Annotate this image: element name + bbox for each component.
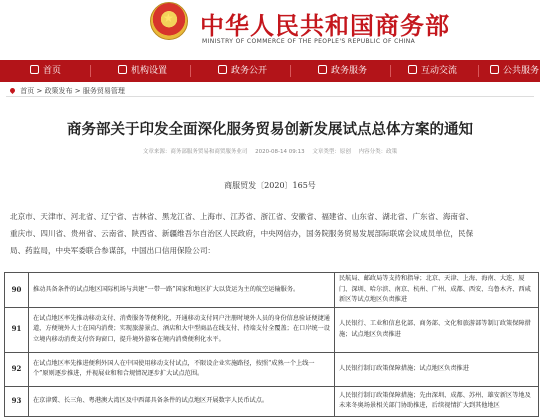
nav-item-label: 机构设置 bbox=[131, 66, 168, 76]
article-date: 2020-08-14 09:13 bbox=[255, 149, 305, 155]
site-title[interactable]: 中华人民共和国商务部 bbox=[200, 11, 450, 40]
nav-item-public-services[interactable] bbox=[490, 60, 539, 82]
article-type: 文章类型：原创 bbox=[312, 149, 351, 155]
nav-divider bbox=[190, 65, 191, 77]
owner-cell: 人民银行制订政策保障措施；先由深圳、成都、苏州、雄安新区等地及未来冬奥场景相关部门协助推进，后续视情扩大到其他地区 bbox=[335, 386, 539, 416]
nav-item-label: 公共服务 bbox=[503, 66, 540, 76]
main-nav bbox=[0, 60, 540, 82]
article-category: 内容分类：政策 bbox=[358, 149, 398, 155]
measure-cell: 推动具备条件的试点地区国际机场与共建“一带一路”国家和地区扩大以货运为主的航空运输服务。 bbox=[29, 273, 335, 308]
site-subtitle: MINISTRY OF COMMERCE OF THE PEOPLE'S REPUBLIC OF CHINA bbox=[202, 38, 416, 45]
document-icon bbox=[218, 65, 227, 74]
table-row bbox=[5, 273, 539, 308]
table-row bbox=[5, 386, 539, 416]
breadcrumb bbox=[10, 86, 125, 96]
article-title: 商务部关于印发全面深化服务贸易创新发展试点总体方案的通知 bbox=[67, 121, 473, 138]
nav-item-label: 政务服务 bbox=[331, 66, 368, 76]
nav-divider bbox=[290, 65, 291, 77]
star-icon: ★ bbox=[163, 11, 174, 25]
recipient-line: 重庆市、四川省、贵州省、云南省、陕西省、新疆维吾尔自治区人民政府，中央网信办，国务院服务贸易发展部际联席会议成员单位，民保 bbox=[10, 229, 474, 238]
document-number: 商服贸发〔2020〕165号 bbox=[224, 181, 316, 190]
recipient-line: 北京市、天津市、河北省、辽宁省、吉林省、黑龙江省、上海市、江苏省、浙江省、安徽省、福建省、山东省、湖北省、广东省、海南省、 bbox=[10, 212, 474, 221]
building-icon bbox=[118, 65, 127, 74]
row-number: 93 bbox=[5, 386, 29, 416]
breadcrumb-separator: > bbox=[74, 87, 83, 95]
nav-item-label: 首页 bbox=[43, 66, 62, 76]
nav-divider bbox=[90, 65, 91, 77]
article-source: 文章来源：商务部服务贸易和商贸服务业司 bbox=[142, 149, 248, 155]
nav-item-interaction[interactable] bbox=[408, 60, 457, 82]
breadcrumb-link-home[interactable]: 首页 bbox=[20, 87, 35, 95]
public-service-icon bbox=[490, 65, 499, 74]
measure-cell: 在试点地区率先推进便利外国人在中国使用移动支付试点，不限设企业实施路径，按照“成熟一个上线一个”原则逐步推进，并视展业和和合规情况逐步扩大试点范围。 bbox=[29, 352, 335, 386]
row-number: 90 bbox=[5, 273, 29, 308]
article-meta bbox=[0, 147, 540, 155]
recipient-line: 局、药监局，中央军委联合参谋部，中国出口信用保险公司： bbox=[10, 246, 216, 255]
recipient-paragraph bbox=[10, 208, 530, 259]
breadcrumb-separator: > bbox=[36, 87, 45, 95]
row-number: 91 bbox=[5, 307, 29, 352]
owner-cell: 人民银行、工业和信息化部、商务部、文化和旅游部等制订政策保障措施；试点地区负责推进 bbox=[335, 307, 539, 352]
nav-divider bbox=[478, 65, 479, 77]
measure-cell: 在京津冀、长三角、粤港澳大湾区及中西部具备条件的试点地区开展数字人民币试点。 bbox=[29, 386, 335, 416]
nav-item-home[interactable] bbox=[30, 60, 61, 82]
owner-cell: 人民银行制订政策保障措施；试点地区负责推进 bbox=[335, 352, 539, 386]
location-pin-icon bbox=[9, 87, 16, 94]
breadcrumb-link-policy[interactable]: 政策发布 bbox=[44, 87, 73, 95]
measures-table bbox=[4, 272, 539, 417]
national-emblem-icon[interactable] bbox=[150, 2, 188, 40]
service-icon bbox=[318, 65, 327, 74]
row-number: 92 bbox=[5, 352, 29, 386]
nav-item-label: 政务公开 bbox=[231, 66, 268, 76]
nav-item-label: 互动交流 bbox=[421, 66, 458, 76]
breadcrumb-link-service-trade[interactable]: 服务贸易管理 bbox=[82, 87, 125, 95]
table-row bbox=[5, 307, 539, 352]
home-icon bbox=[30, 65, 39, 74]
nav-divider bbox=[390, 65, 391, 77]
divider bbox=[6, 96, 534, 97]
chat-icon bbox=[408, 65, 417, 74]
site-header bbox=[0, 0, 540, 60]
nav-item-government-services[interactable] bbox=[318, 60, 367, 82]
table-row bbox=[5, 352, 539, 386]
owner-cell: 民航局、邮政局等支持和指导；北京、天津、上海、海南、大连、厦门、深圳、哈尔滨、南京、杭州、广州、成都、西安、乌鲁木齐、西咸新区等试点地区负责推进 bbox=[335, 273, 539, 308]
nav-item-organization[interactable] bbox=[118, 60, 167, 82]
measure-cell: 在试点地区率先推动移动支付、消费服务等便利化，开通移动支付同户注册时境外人员的身份信息验证便捷通道，方便境外人士在国内消费；实现旅游景点、酒店和大中型商品在线支付、持端支付全覆盖；在口岸统一设立境内移动消费支付咨询窗口，提升境外游客在境内消费便利化水平。 bbox=[29, 307, 335, 352]
nav-item-government-affairs[interactable] bbox=[218, 60, 267, 82]
